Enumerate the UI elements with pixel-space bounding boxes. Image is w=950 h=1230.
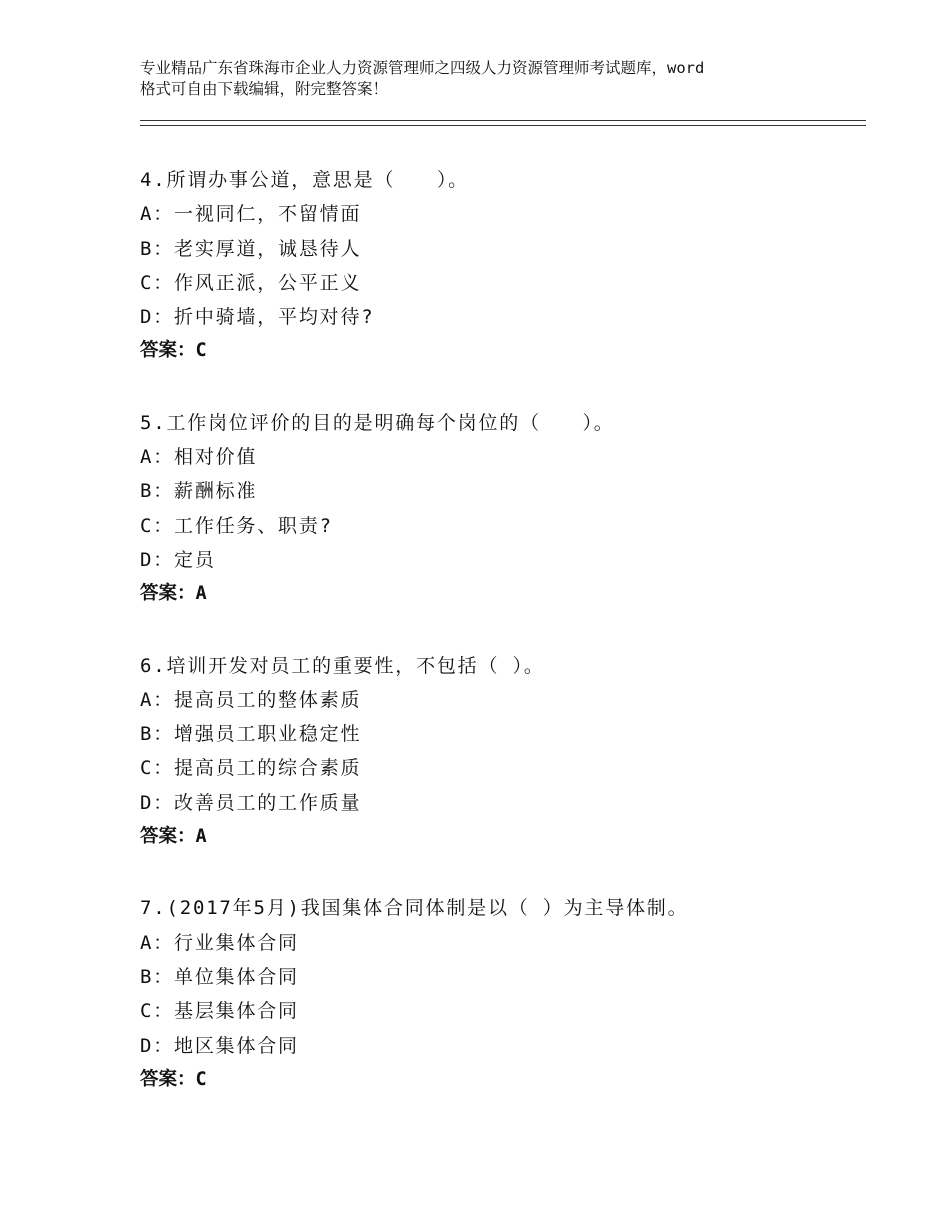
document-header bbox=[140, 58, 840, 100]
question-5 bbox=[140, 406, 860, 612]
option-a: A：相对价值 bbox=[140, 446, 258, 469]
answer-label: 答案：A bbox=[140, 583, 207, 605]
header-divider bbox=[140, 120, 866, 126]
header-title-line-2: 格式可自由下载编辑，附完整答案！ bbox=[140, 80, 389, 98]
question-list bbox=[140, 163, 860, 1134]
option-d: D：折中骑墙，平均对待? bbox=[140, 306, 375, 329]
option-d: D：地区集体合同 bbox=[140, 1034, 299, 1057]
option-a: A：提高员工的整体素质 bbox=[140, 688, 362, 711]
option-b: B：增强员工职业稳定性 bbox=[140, 723, 362, 746]
header-title-line-1: 专业精品广东省珠海市企业人力资源管理师之四级人力资源管理师考试题库，word bbox=[140, 59, 705, 77]
question-stem: 6.培训开发对员工的重要性，不包括（ ）。 bbox=[140, 654, 545, 677]
option-d: D：改善员工的工作质量 bbox=[140, 791, 362, 814]
question-stem: 7.(2017年5月)我国集体合同体制是以（ ）为主导体制。 bbox=[140, 897, 689, 920]
answer-label: 答案：A bbox=[140, 826, 207, 848]
option-d: D：定员 bbox=[140, 548, 216, 571]
question-stem: 5.工作岗位评价的目的是明确每个岗位的（ ）。 bbox=[140, 411, 615, 434]
option-a: A：一视同仁，不留情面 bbox=[140, 203, 362, 226]
question-7 bbox=[140, 891, 860, 1097]
option-b: B：单位集体合同 bbox=[140, 965, 299, 988]
option-c: C：作风正派，公平正义 bbox=[140, 271, 362, 294]
option-a: A：行业集体合同 bbox=[140, 931, 299, 954]
option-c: C：工作任务、职责? bbox=[140, 514, 333, 537]
option-b: B：老实厚道，诚恳待人 bbox=[140, 237, 362, 260]
question-4 bbox=[140, 163, 860, 369]
option-b: B：薪酬标准 bbox=[140, 480, 258, 503]
answer-label: 答案：C bbox=[140, 340, 207, 362]
answer-label: 答案：C bbox=[140, 1068, 207, 1090]
question-6 bbox=[140, 649, 860, 855]
question-stem: 4.所谓办事公道，意思是（ ）。 bbox=[140, 169, 469, 191]
option-c: C：基层集体合同 bbox=[140, 1000, 299, 1023]
option-c: C：提高员工的综合素质 bbox=[140, 757, 362, 780]
